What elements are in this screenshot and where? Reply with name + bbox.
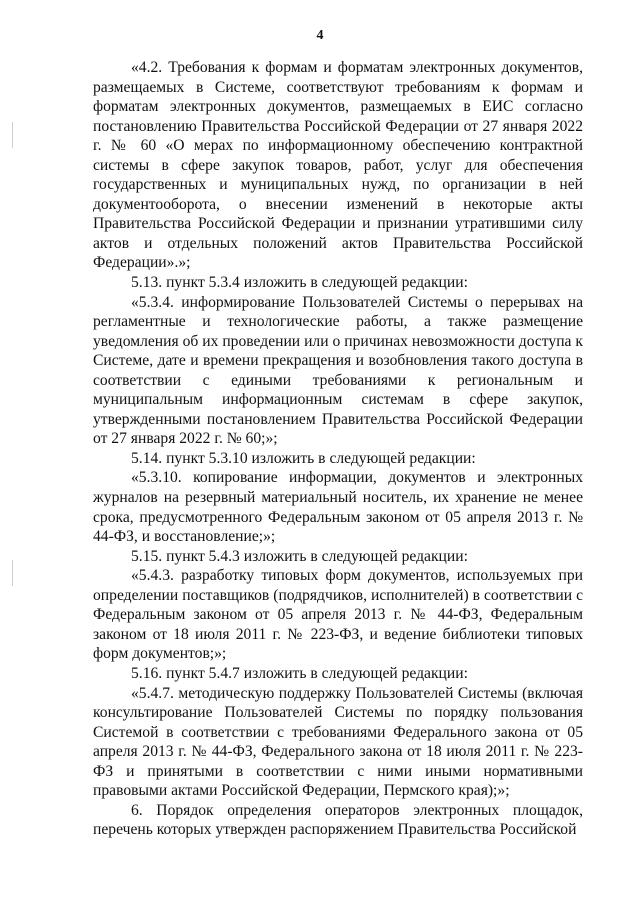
paragraph-6-operators: 6. Порядок определения операторов электронных площадок, перечень которых утвержден распоряжением Правительства Российской (93, 801, 583, 839)
paragraph-5-4-3-text: «5.4.3. разработку типовых форм документов, используемых при определении поставщиков (подрядчиков, исполнителей) в соответствии с Федеральным законом от 05 апреля 2013 г. № 44-ФЗ, Федеральным законом от 18 июля 2011 г. № 223-ФЗ, и ведение библиотеки типовых форм документов;»; (93, 567, 583, 663)
paragraph-4-2-requirements: «4.2. Требования к формам и форматам электронных документов, размещаемых в Системе, соответствуют требованиям к формам и форматам электронных документов, размещаемых в ЕИС согласно постановлению Правительства Российской Федерации от 27 января 2022 г. № 60 «О мерах по информационному обеспечению контрактной системы в сфере закупок товаров, работ, услуг для обеспечения государственных и муниципальных нужд, по организации в ней документооборота, о внесении изменений в некоторые акты Правительства Российской Федерации и признании утратившими силу актов и отдельных положений актов Правительства Российской Федерации».»; (93, 59, 583, 272)
paragraph-5-13-heading: 5.13. пункт 5.3.4 изложить в следующей редакции: (131, 274, 468, 292)
document-body (93, 58, 583, 840)
paragraph-5-14-heading: 5.14. пункт 5.3.10 изложить в следующей редакции: (131, 449, 476, 467)
paragraph-5-4-7-text: «5.4.7. методическую поддержку Пользователей Системы (включая консультирование Пользователей Системы по порядку пользования Системой в соответствии с требованиями Федерального закона от 05 апреля 2013 г. № 44-ФЗ, Федерального закона от 18 июля 2011 г. № 223-ФЗ и принятыми в соответствии с ними иными нормативными правовыми актами Российской Федерации, Пермского края);»; (93, 684, 583, 800)
paragraph-5-3-10-text: «5.3.10. копирование информации, документов и электронных журналов на резервный материальный носитель, их хранение не менее срока, предусмотренного Федеральным законом от 05 апреля 2013 г. № 44-ФЗ, и восстановление;»; (93, 469, 583, 546)
scan-margin-mark (12, 560, 13, 586)
page-number: 4 (316, 28, 324, 43)
paragraph-5-16-heading: 5.16. пункт 5.4.7 изложить в следующей редакции: (131, 664, 468, 682)
paragraph-5-3-4-text: «5.3.4. информирование Пользователей Системы о перерывах на регламентные и технологические работы, а также размещение уведомления об их проведении или о причинах невозможности доступа к Системе, дате и времени прекращения и возобновления такого доступа в соответствии с едиными требованиями к региональным и муниципальным информационным системам в сфере закупок, утвержденными постановлением Правительства Российской Федерации от 27 января 2022 г. № 60;»; (93, 293, 583, 448)
scan-margin-mark (12, 122, 13, 148)
paragraph-5-15-heading: 5.15. пункт 5.4.3 изложить в следующей редакции: (131, 547, 468, 565)
